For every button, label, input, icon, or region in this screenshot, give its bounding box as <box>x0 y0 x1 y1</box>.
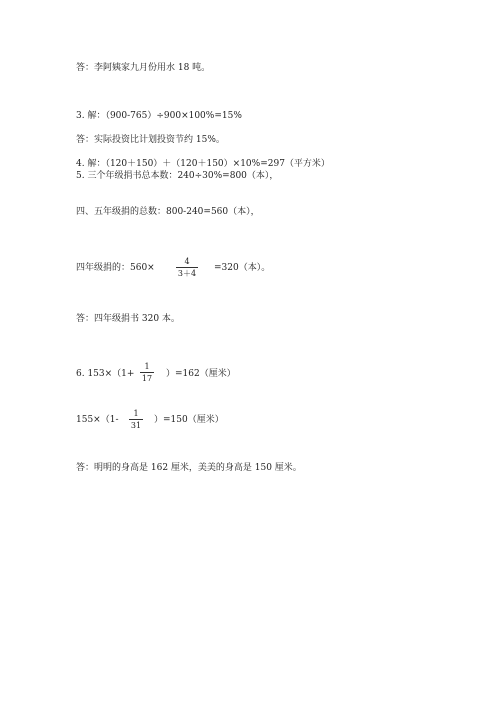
fraction-numerator: 1 <box>144 362 150 371</box>
solution-6-line-1-prefix: 6. 153×（1+ <box>76 369 135 379</box>
fraction-denominator: 3＋4 <box>177 269 197 278</box>
solution-6-line-2-suffix: ）=150（厘米） <box>154 415 224 425</box>
solution-5-line-3-suffix: =320（本）。 <box>214 263 271 273</box>
solution-5-line-1: 5. 三个年级捐书总本数：240÷30%=800（本）， <box>76 171 279 181</box>
fraction-1-over-31 <box>129 409 143 430</box>
fraction-bar <box>140 372 154 373</box>
fraction-denominator: 17 <box>141 374 153 383</box>
solution-6-line-2-prefix: 155×（1- <box>76 415 119 425</box>
solution-6-line-1-suffix: ）=162（厘米） <box>166 369 236 379</box>
solution-4: 4. 解：（120＋150）＋（120＋150）×10%=297（平方米） <box>76 159 330 169</box>
answer-6: 答：明明的身高是 162 厘米，美美的身高是 150 厘米。 <box>76 463 302 473</box>
fraction-1-over-17 <box>140 362 154 383</box>
answer-1: 答：李阿姨家九月份用水 18 吨。 <box>76 63 211 73</box>
solution-5-line-3-prefix: 四年级捐的：560× <box>76 263 155 273</box>
fraction-bar <box>176 267 198 268</box>
fraction-denominator: 31 <box>130 421 142 430</box>
answer-3: 答：实际投资比计划投资节约 15%。 <box>76 135 225 145</box>
solution-3: 3. 解：（900-765）÷900×100%=15% <box>76 111 242 121</box>
fraction-bar <box>129 419 143 420</box>
solution-5-line-2: 四、五年级捐的总数：800-240=560（本）， <box>76 207 260 217</box>
fraction-numerator: 1 <box>133 409 139 418</box>
fraction-4-over-3plus4 <box>176 257 198 278</box>
fraction-numerator: 4 <box>184 257 190 266</box>
answer-5: 答：四年级捐书 320 本。 <box>76 314 180 324</box>
